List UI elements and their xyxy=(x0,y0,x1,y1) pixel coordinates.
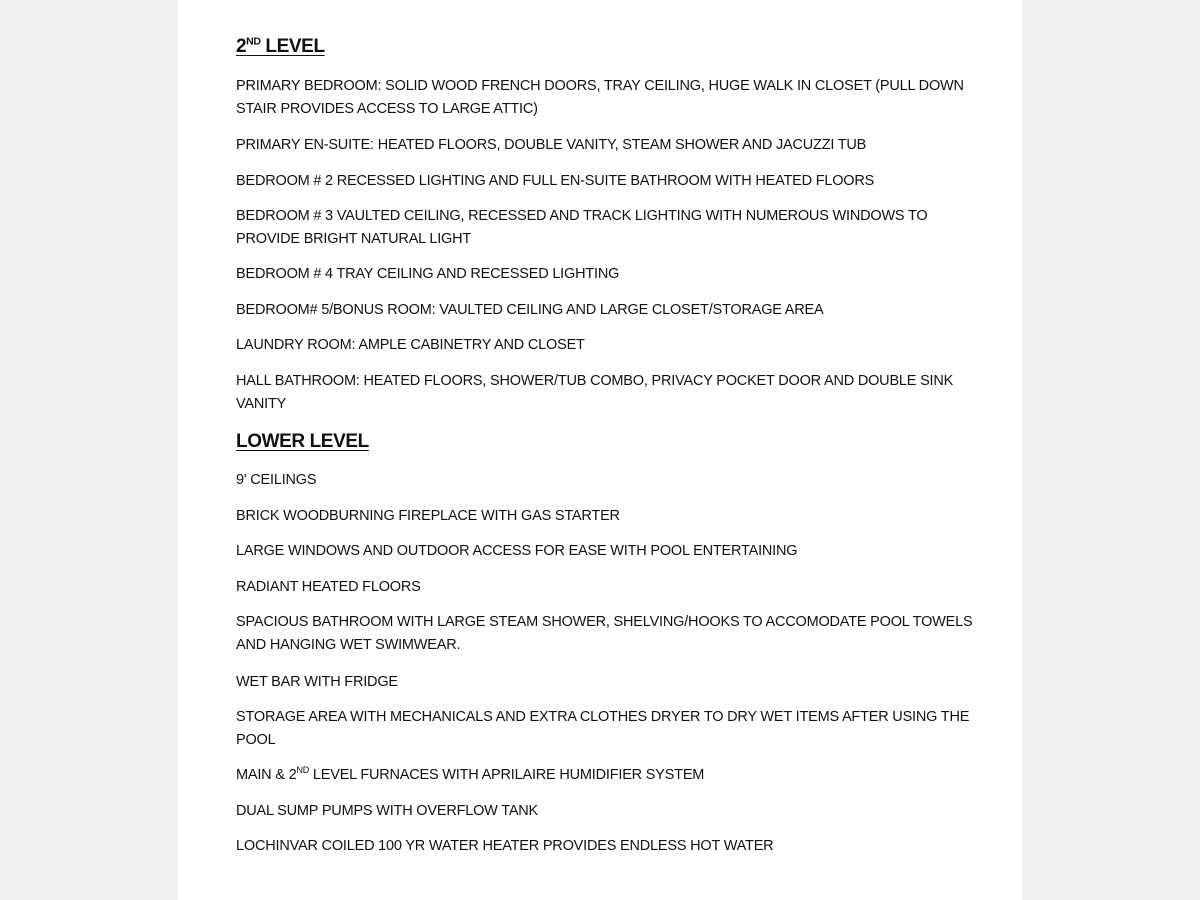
list-item: BEDROOM # 2 RECESSED LIGHTING AND FULL EN-SUITE BATHROOM WITH HEATED FLOORS xyxy=(236,173,875,189)
list-item: WET BAR WITH FRIDGE xyxy=(236,674,398,690)
list-item: BRICK WOODBURNING FIREPLACE WITH GAS STARTER xyxy=(236,508,620,524)
second-level-heading: 2ND LEVEL xyxy=(236,35,325,57)
list-item: BEDROOM# 5/BONUS ROOM: VAULTED CEILING AND LARGE CLOSET/STORAGE AREA xyxy=(236,302,824,318)
document-page xyxy=(178,0,1022,900)
list-item: STORAGE AREA WITH MECHANICALS AND EXTRA CLOTHES DRYER TO DRY WET ITEMS AFTER USING THE POOL xyxy=(236,709,970,748)
list-item: RADIANT HEATED FLOORS xyxy=(236,579,421,595)
list-item: PRIMARY BEDROOM: SOLID WOOD FRENCH DOORS, TRAY CEILING, HUGE WALK IN CLOSET (PULL DOWN STAIR PROVIDES ACCESS TO LARGE ATTIC) xyxy=(236,78,964,117)
list-item: LAUNDRY ROOM: AMPLE CABINETRY AND CLOSET xyxy=(236,337,585,353)
list-item: BEDROOM # 3 VAULTED CEILING, RECESSED AND TRACK LIGHTING WITH NUMEROUS WINDOWS TO PROVIDE BRIGHT NATURAL LIGHT xyxy=(236,208,928,247)
list-item: PRIMARY EN-SUITE: HEATED FLOORS, DOUBLE VANITY, STEAM SHOWER AND JACUZZI TUB xyxy=(236,137,867,153)
list-item: BEDROOM # 4 TRAY CEILING AND RECESSED LIGHTING xyxy=(236,266,620,282)
list-item: HALL BATHROOM: HEATED FLOORS, SHOWER/TUB COMBO, PRIVACY POCKET DOOR AND DOUBLE SINK VANITY xyxy=(236,373,954,412)
lower-level-heading: LOWER LEVEL xyxy=(236,431,369,452)
list-item: LOCHINVAR COILED 100 YR WATER HEATER PROVIDES ENDLESS HOT WATER xyxy=(236,838,774,854)
list-item: 9' CEILINGS xyxy=(236,472,317,488)
list-item: SPACIOUS BATHROOM WITH LARGE STEAM SHOWER, SHELVING/HOOKS TO ACCOMODATE POOL TOWELS AND HANGING WET SWIMWEAR. xyxy=(236,614,973,653)
list-item-furnaces: MAIN & 2ND LEVEL FURNACES WITH APRILAIRE HUMIDIFIER SYSTEM xyxy=(236,765,705,783)
list-item: DUAL SUMP PUMPS WITH OVERFLOW TANK xyxy=(236,803,539,819)
list-item: LARGE WINDOWS AND OUTDOOR ACCESS FOR EASE WITH POOL ENTERTAINING xyxy=(236,543,798,559)
